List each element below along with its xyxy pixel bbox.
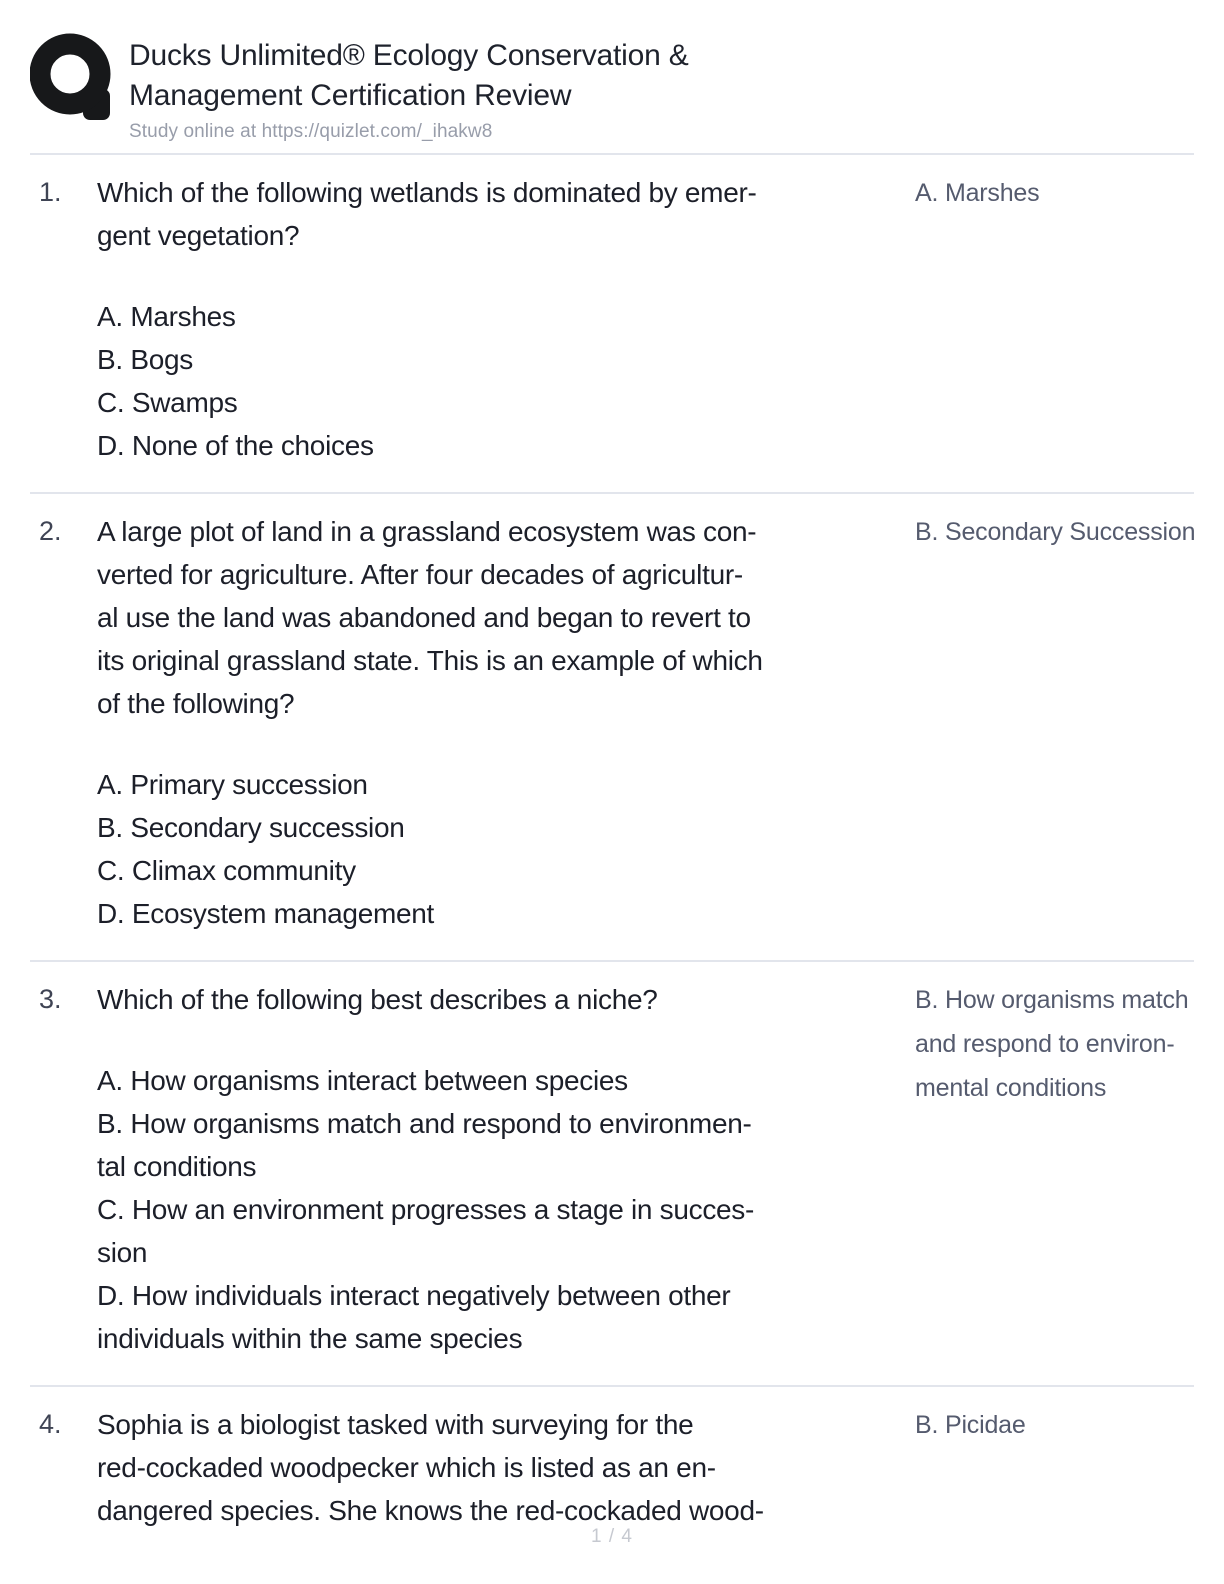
choice-line: sion <box>97 1237 148 1268</box>
question-line: Sophia is a biologist tasked with surveying for the <box>97 1409 694 1440</box>
question-term <box>97 1403 905 1532</box>
question-number: 2. <box>39 516 62 546</box>
choice-line: C. Climax community <box>97 855 356 886</box>
question-answer <box>905 978 1194 1360</box>
choice-line: B. Bogs <box>97 344 193 375</box>
page-footer <box>0 1526 1224 1548</box>
title-line-2: Management Certification Review <box>129 79 572 112</box>
question-term <box>97 978 905 1360</box>
question-row <box>30 492 1194 960</box>
answer-line: A. Marshes <box>915 179 1040 207</box>
question-text <box>97 1403 905 1532</box>
question-line: red-cockaded woodpecker which is listed as an en- <box>97 1452 716 1483</box>
question-answer <box>905 171 1194 467</box>
question-number: 3. <box>39 984 62 1014</box>
question-term <box>97 171 905 467</box>
choice-line: A. Primary succession <box>97 769 368 800</box>
question-text <box>97 978 905 1021</box>
question-number: 4. <box>39 1409 62 1439</box>
choice-line: C. How an environment progresses a stage in succes- <box>97 1194 755 1225</box>
question-line: dangered species. She knows the red-cockaded wood- <box>97 1495 764 1526</box>
choice-line: B. How organisms match and respond to environmen- <box>97 1108 752 1139</box>
question-line: al use the land was abandoned and began to revert to <box>97 602 751 633</box>
choice-line: A. How organisms interact between species <box>97 1065 628 1096</box>
question-choices <box>97 295 905 467</box>
question-answer <box>905 510 1194 935</box>
study-online-link[interactable]: Study online at https://quizlet.com/_ihakw8 <box>129 121 493 142</box>
question-line: A large plot of land in a grassland ecosystem was con- <box>97 516 757 547</box>
question-number: 1. <box>39 177 62 207</box>
answer-line: B. Secondary Succession <box>915 518 1196 546</box>
question-text <box>97 171 905 257</box>
choice-line: D. Ecosystem management <box>97 898 435 929</box>
choice-line: individuals within the same species <box>97 1323 523 1354</box>
question-answer <box>905 1403 1194 1532</box>
question-row <box>30 153 1194 492</box>
answer-line: B. How organisms match <box>915 986 1189 1014</box>
question-line: gent vegetation? <box>97 220 300 251</box>
choice-line: A. Marshes <box>97 301 236 332</box>
document-title <box>129 36 1194 116</box>
question-term <box>97 510 905 935</box>
question-choices <box>97 1059 905 1360</box>
answer-line: B. Picidae <box>915 1411 1026 1439</box>
choice-line: tal conditions <box>97 1151 257 1182</box>
question-line: Which of the following best describes a niche? <box>97 984 658 1015</box>
question-text <box>97 510 905 725</box>
question-line: its original grassland state. This is an example of which <box>97 645 763 676</box>
choice-line: D. How individuals interact negatively between other <box>97 1280 731 1311</box>
choice-line: C. Swamps <box>97 387 238 418</box>
header-text <box>129 30 1194 144</box>
choice-line: D. None of the choices <box>97 430 374 461</box>
choice-line: B. Secondary succession <box>97 812 405 843</box>
question-choices <box>97 763 905 935</box>
question-list <box>30 153 1194 1557</box>
answer-line: and respond to environ- <box>915 1030 1175 1058</box>
page-number: 1 / 4 <box>591 1526 633 1547</box>
question-row <box>30 960 1194 1385</box>
document-header <box>30 0 1194 153</box>
quizlet-logo-icon <box>30 30 112 127</box>
title-line-1: Ducks Unlimited® Ecology Conservation & <box>129 39 689 72</box>
answer-line: mental conditions <box>915 1074 1107 1102</box>
question-line: verted for agriculture. After four decades of agricultur- <box>97 559 743 590</box>
question-line: of the following? <box>97 688 295 719</box>
question-line: Which of the following wetlands is dominated by emer- <box>97 177 757 208</box>
